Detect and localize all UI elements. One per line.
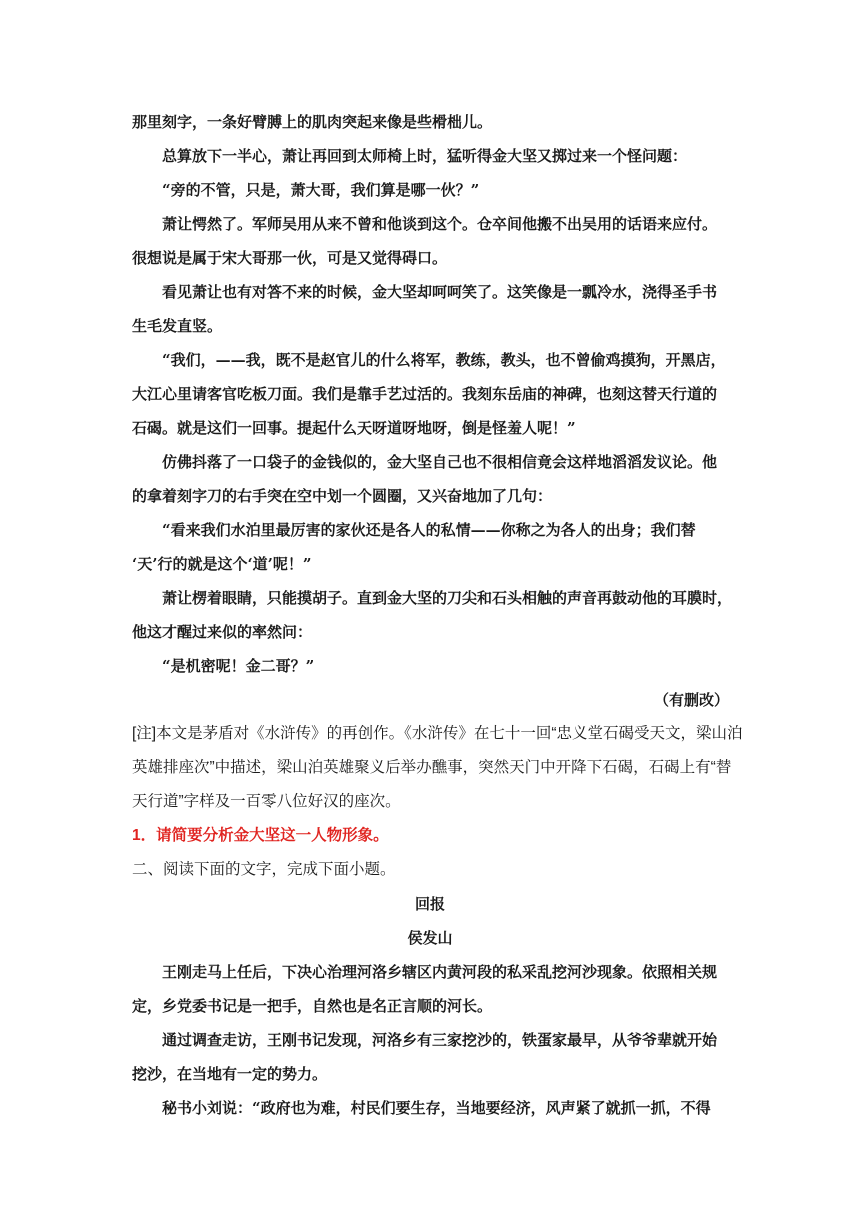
text-line: 萧让愕然了。军师吴用从来不曾和他谈到这个。仓卒间他搬不出吴用的话语来应付。 [162,215,718,233]
annotation-line: 英雄排座次”中描述，梁山泊英雄聚义后举办醮事，突然天门中开降下石碣，石碣上有“替 [132,759,732,776]
story-author: 侯发山 [407,929,453,947]
text-line: 萧让楞着眼睛，只能摸胡子。直到金大坚的刀尖和石头相触的声音再鼓动他的耳膜时， [162,589,733,607]
text-line: 很想说是属于宋大哥那一伙，可是又觉得碍口。 [132,249,448,267]
text-line: 那里刻字，一条好臂膊上的肌肉突起来像是些榾柮儿。 [132,113,493,131]
text-line: 秘书小刘说：“政府也为难，村民们要生存，当地要经济，风声紧了就抓一抓，不得 [162,1099,711,1117]
text-line: 通过调查走访，王刚书记发现，河洛乡有三家挖沙的，铁蛋家最早，从爷爷辈就开始 [162,1031,718,1049]
story-title: 回报 [414,895,445,913]
text-line: 仿佛抖落了一口袋子的金钱似的，金大坚自己也不很相信竟会这样地滔滔发议论。他 [162,453,718,471]
text-line: 定，乡党委书记是一把手，自然也是名正言顺的河长。 [132,997,493,1015]
text-line: 石碣。就是这们一回事。提起什么天呀道呀地呀，倒是怪羞人呢！” [132,419,576,437]
text-line: 他这才醒过来似的率然问： [132,623,313,641]
text-line: 王刚走马上任后，下决心治理河洛乡辖区内黄河段的私采乱挖河沙现象。依照相关规 [162,963,718,981]
question-1: 1．请简要分析金大坚这一人物形象。 [132,827,389,844]
text-line: “旁的不管，只是，萧大哥，我们算是哪一伙？” [162,181,480,199]
text-line: 看见萧让也有对答不来的时候，金大坚却呵呵笑了。这笑像是一瓢冷水，浇得圣手书 [162,283,718,301]
text-line: “是机密呢！金二哥？” [162,657,315,675]
text-line: ‘天’行的就是这个‘道’呢！” [132,555,312,573]
annotation-line: [注]本文是茅盾对《水浒传》的再创作。《水浒传》在七十一回“忠义堂石碣受天文，梁山泊 [132,725,743,742]
text-line: 总算放下一半心，萧让再回到太师椅上时，猛听得金大坚又掷过来一个怪问题： [162,147,688,165]
text-line: 生毛发直竖。 [132,317,223,335]
text-line: “看来我们水泊里最厉害的家伙还是各人的私情——你称之为各人的出身；我们替 [162,521,696,539]
text-line: 大江心里请客官吃板刀面。我们是靠手艺过活的。我刻东岳庙的神碑，也刻这替天行道的 [132,385,718,403]
section-heading: 二、阅读下面的文字，完成下面小题。 [132,861,396,878]
text-line: “我们，——我，既不是赵官儿的什么将军，教练，教头，也不曾偷鸡摸狗，开黑店， [162,351,726,369]
text-line: 的拿着刻字刀的右手突在空中划一个圆圈，又兴奋地加了几句： [132,487,553,505]
source-note: （有删改） [654,691,730,709]
text-line: 挖沙，在当地有一定的势力。 [132,1065,328,1083]
annotation-line: 天行道”字样及一百零八位好汉的座次。 [132,793,401,810]
